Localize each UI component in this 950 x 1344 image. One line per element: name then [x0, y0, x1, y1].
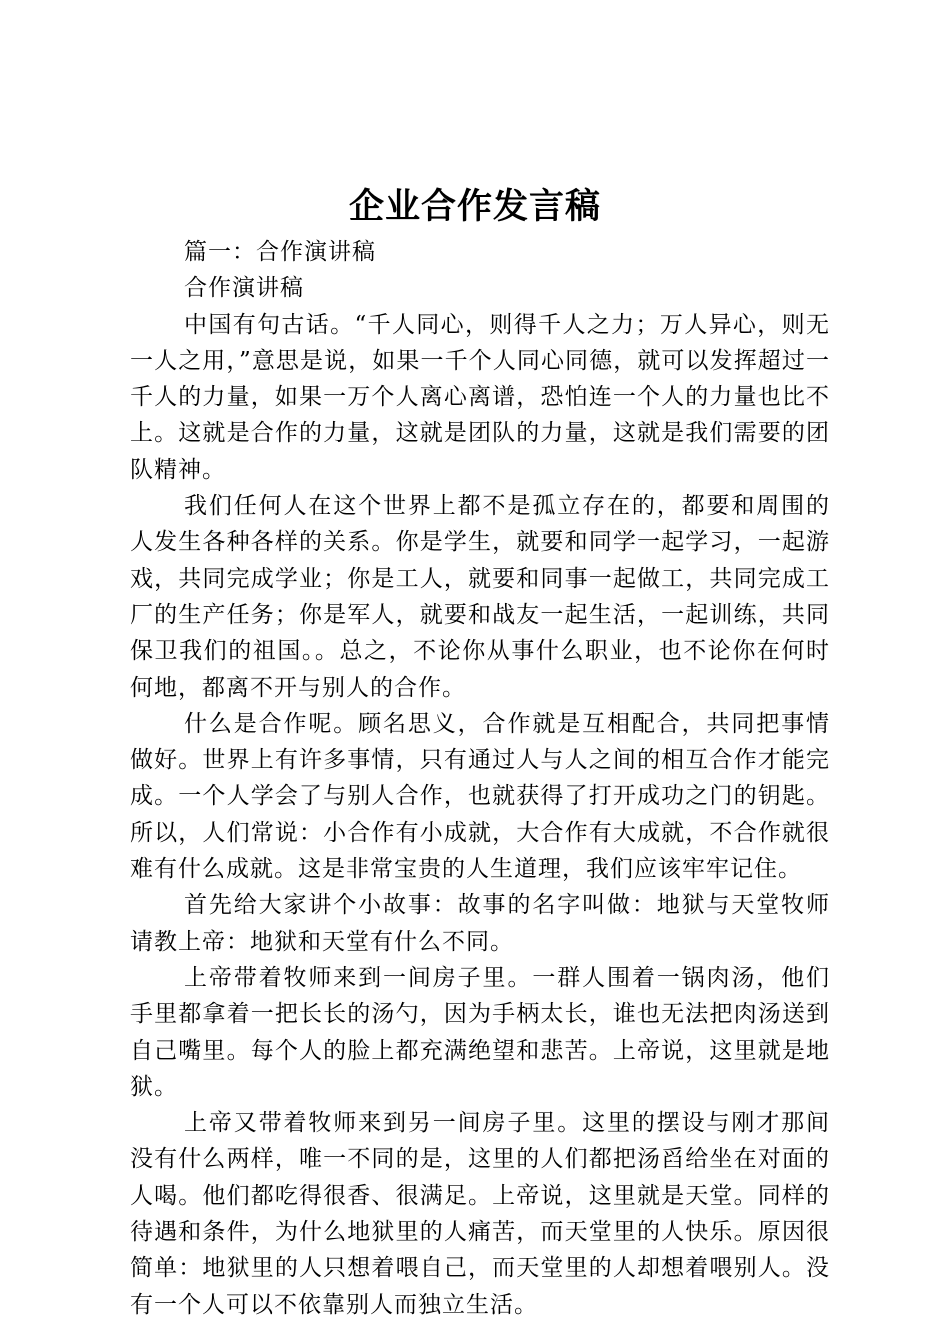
- body-paragraph: 什么是合作呢。顾名思义，合作就是互相配合，共同把事情做好。世界上有许多事情，只有通过人与人之间的相互合作才能完成。一个人学会了与别人合作，也就获得了打开成功之门的钥匙。所以，人们常说：小合作有小成就，大合作有大成就，不合作就很难有什么成就。这是非常宝贵的人生道理，我们应该牢牢记住。: [130, 710, 830, 883]
- section-heading: 篇一：合作演讲稿: [184, 239, 376, 265]
- document-title: 企业合作发言稿: [348, 187, 601, 227]
- body-paragraph: 上帝带着牧师来到一间房子里。一群人围着一锅肉汤，他们手里都拿着一把长长的汤勺，因为手柄太长，谁也无法把肉汤送到自己嘴里。每个人的脸上都充满绝望和悲苦。上帝说，这里就是地狱。: [130, 964, 830, 1100]
- speech-subtitle: 合作演讲稿: [184, 275, 304, 302]
- body-paragraph: 首先给大家讲个小故事：故事的名字叫做：地狱与天堂牧师请教上帝：地狱和天堂有什么不同。: [130, 892, 830, 955]
- body-paragraph: 我们任何人在这个世界上都不是孤立存在的，都要和周围的人发生各种各样的关系。你是学生，就要和同学一起学习，一起游戏，共同完成学业；你是工人，就要和同事一起做工，共同完成工厂的生产任务；你是军人，就要和战友一起生活，一起训练，共同保卫我们的祖国。。总之，不论你从事什么职业，也不论你在何时何地，都离不开与别人的合作。: [130, 493, 830, 701]
- body-paragraph: 上帝又带着牧师来到另一间房子里。这里的摆设与刚才那间没有什么两样，唯一不同的是，这里的人们都把汤舀给坐在对面的人喝。他们都吃得很香、很满足。上帝说，这里就是天堂。同样的待遇和条件，为什么地狱里的人痛苦，而天堂里的人快乐。原因很简单：地狱里的人只想着喂自己，而天堂里的人却想着喂别人。没有一个人可以不依靠别人而独立生活。: [130, 1110, 830, 1318]
- body-paragraph: 中国有句古话。“千人同心，则得千人之力；万人异心，则无一人之用，”意思是说，如果一千个人同心同德，就可以发挥超过一千人的力量，如果一万个人离心离谱，恐怕连一个人的力量也比不上。这就是合作的力量，这就是团队的力量，这就是我们需要的团队精神。: [130, 311, 830, 483]
- document-body: [130, 234, 830, 1323]
